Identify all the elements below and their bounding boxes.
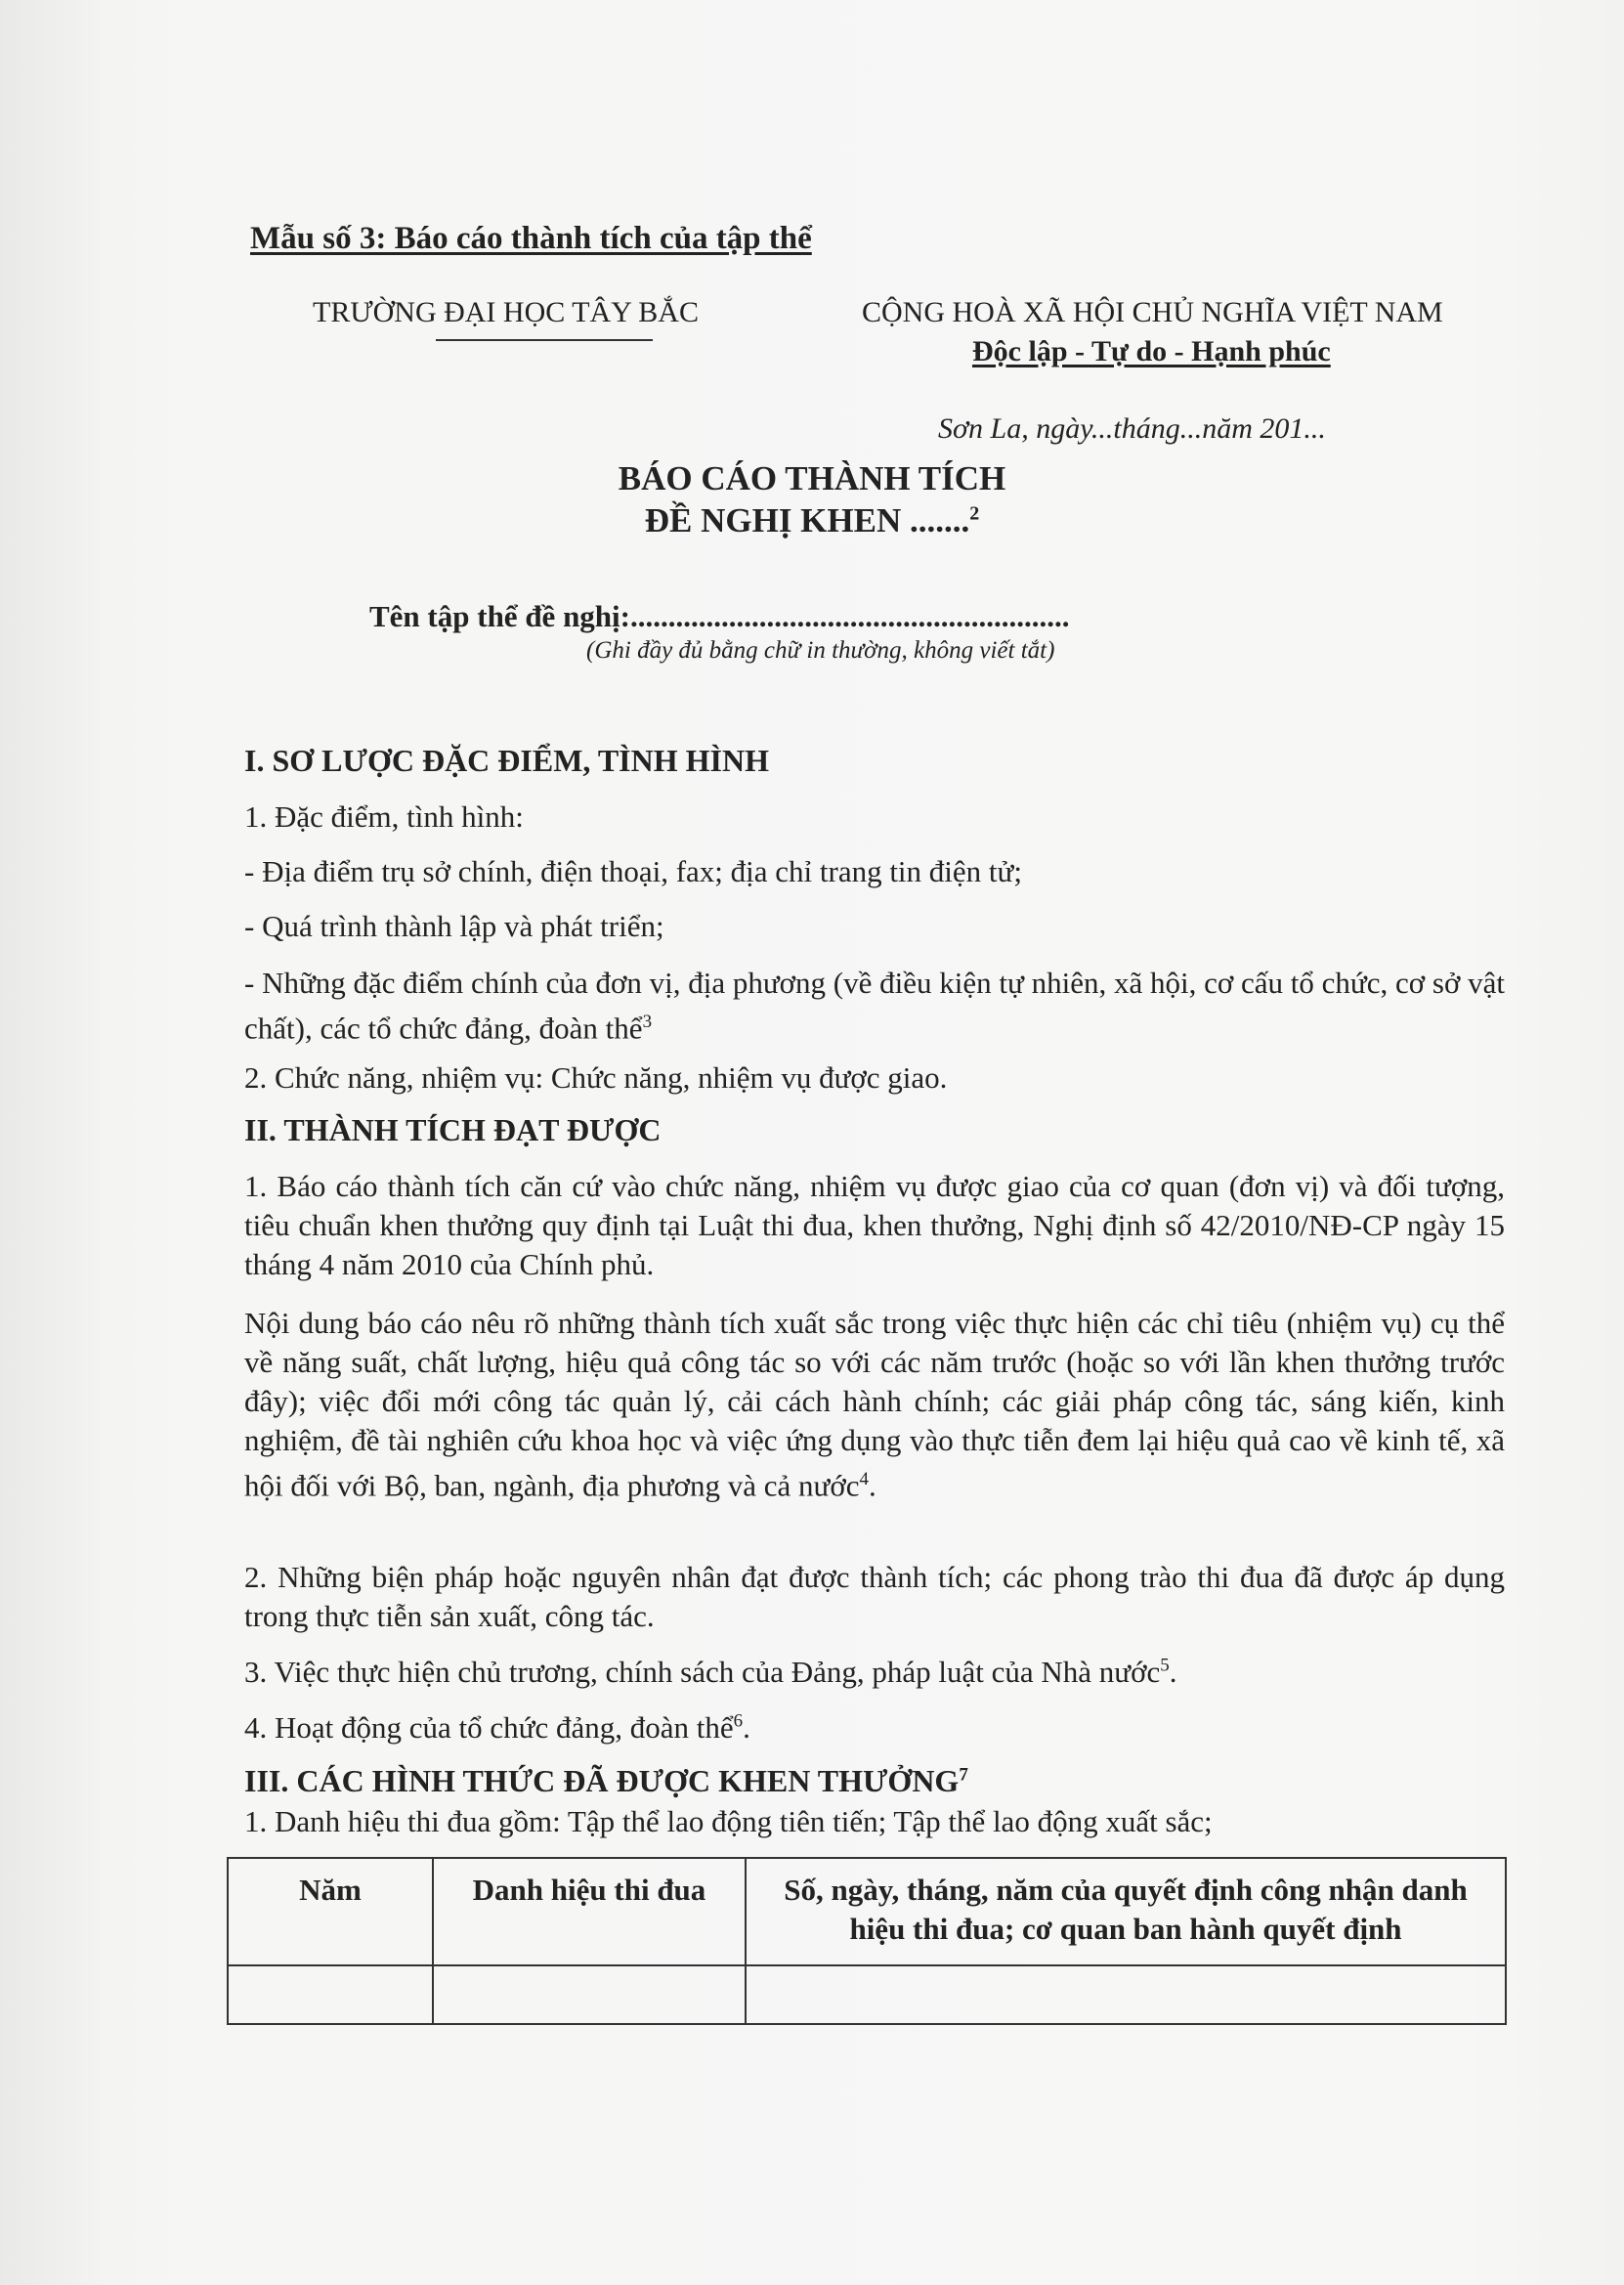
section-2-content: Nội dung báo cáo nêu rõ những thành tích xuất sắc trong việc thực hiện các chỉ tiêu (nhiệm vụ) cụ thể về năng suất, chất lượng, hiệu quả công tác so với các năm trước (hoặc so với lần khen thưởng trước đây); việc đổi mới công tác quản lý, cải cách hành chính; các giải pháp công tác, sáng kiến, kinh nghiệm, đề tài nghiên cứu khoa học và việc ứng dụng vào thực tiễn đem lại hiệu quả cao về kinh tế, xã hội đối với Bộ, ban, ngành, địa phương và cả nước$^4$. <box>244 1306 1505 1503</box>
section-2-item-3: 3. Việc thực hiện chủ trương, chính sách của Đảng, pháp luật của Nhà nước$^5$. <box>244 1655 1177 1689</box>
section-1-heading: I. SƠ LƯỢC ĐẶC ĐIỂM, TÌNH HÌNH <box>244 743 769 778</box>
footnote-ref: 5 <box>1160 1655 1170 1676</box>
nominee-name-hint: (Ghi đầy đủ bằng chữ in thường, không viết tắt) <box>586 637 1055 664</box>
awards-table <box>227 1857 1507 2025</box>
report-subtitle: ĐỀ NGHỊ KHEN .......$^2$ <box>644 501 980 539</box>
footnote-ref: 4 <box>859 1469 869 1489</box>
section-2-item-1: 1. Báo cáo thành tích căn cứ vào chức năng, nhiệm vụ được giao của cơ quan (đơn vị) và đối tượng, tiêu chuẩn khen thưởng quy định tại Luật thi đua, khen thưởng, Nghị định số 42/2010/NĐ-CP ngày 15 tháng 4 năm 2010 của Chính phủ. <box>244 1169 1505 1281</box>
section-3-item-1: 1. Danh hiệu thi đua gồm: Tập thể lao động tiên tiến; Tập thể lao động xuất sắc; <box>244 1804 1213 1838</box>
form-title: Mẫu số 3: Báo cáo thành tích của tập thể <box>250 221 812 256</box>
section-1-bullet-3: - Những đặc điểm chính của đơn vị, địa phương (về điều kiện tự nhiên, xã hội, cơ cấu tổ chức, cơ sở vật chất), các tổ chức đảng, đoàn thể$^3$ <box>244 966 1505 1046</box>
footnote-ref: 6 <box>733 1710 744 1732</box>
section-1-bullet-2: - Quá trình thành lập và phát triển; <box>244 909 664 943</box>
table-cell-decision <box>746 1965 1506 2024</box>
section-1-item-1: 1. Đặc điểm, tình hình: <box>244 799 524 834</box>
place-date: Sơn La, ngày...tháng...năm 201... <box>938 412 1326 445</box>
section-2-heading: II. THÀNH TÍCH ĐẠT ĐƯỢC <box>244 1112 662 1147</box>
footnote-ref: 2 <box>969 502 980 525</box>
organization-name: TRƯỜNG ĐẠI HỌC TÂY BẮC <box>313 296 699 328</box>
section-3-heading: III. CÁC HÌNH THỨC ĐÃ ĐƯỢC KHEN THƯỞNG$^7$ <box>244 1763 968 1798</box>
nominee-name-field: Tên tập thể đề nghị:.......................................................... <box>369 599 1070 633</box>
footnote-ref: 3 <box>642 1012 653 1032</box>
table-cell-title <box>433 1965 746 2024</box>
section-1-item-2: 2. Chức năng, nhiệm vụ: Chức năng, nhiệm vụ được giao. <box>244 1060 948 1095</box>
report-title: BÁO CÁO THÀNH TÍCH <box>618 459 1006 497</box>
footnote-ref: 7 <box>959 1764 968 1786</box>
national-motto: Độc lập - Tự do - Hạnh phúc <box>972 335 1331 367</box>
country-name: CỘNG HOÀ XÃ HỘI CHỦ NGHĨA VIỆT NAM <box>862 296 1443 328</box>
table-header-title: Danh hiệu thi đua <box>433 1858 746 1965</box>
table-header-decision: Số, ngày, tháng, năm của quyết định công nhận danh hiệu thi đua; cơ quan ban hành quyết định <box>746 1858 1506 1965</box>
organization-underline <box>436 339 653 341</box>
section-2-item-4: 4. Hoạt động của tổ chức đảng, đoàn thể$^6$. <box>244 1710 750 1745</box>
table-row <box>228 1965 1506 2024</box>
section-1-bullet-1: - Địa điểm trụ sở chính, điện thoại, fax; địa chỉ trang tin điện tử; <box>244 854 1022 888</box>
table-header-row <box>228 1858 1506 1965</box>
section-2-item-2: 2. Những biện pháp hoặc nguyên nhân đạt được thành tích; các phong trào thi đua đã được áp dụng trong thực tiễn sản xuất, công tác. <box>244 1560 1505 1633</box>
table-cell-year <box>228 1965 433 2024</box>
table-header-year: Năm <box>228 1858 433 1965</box>
